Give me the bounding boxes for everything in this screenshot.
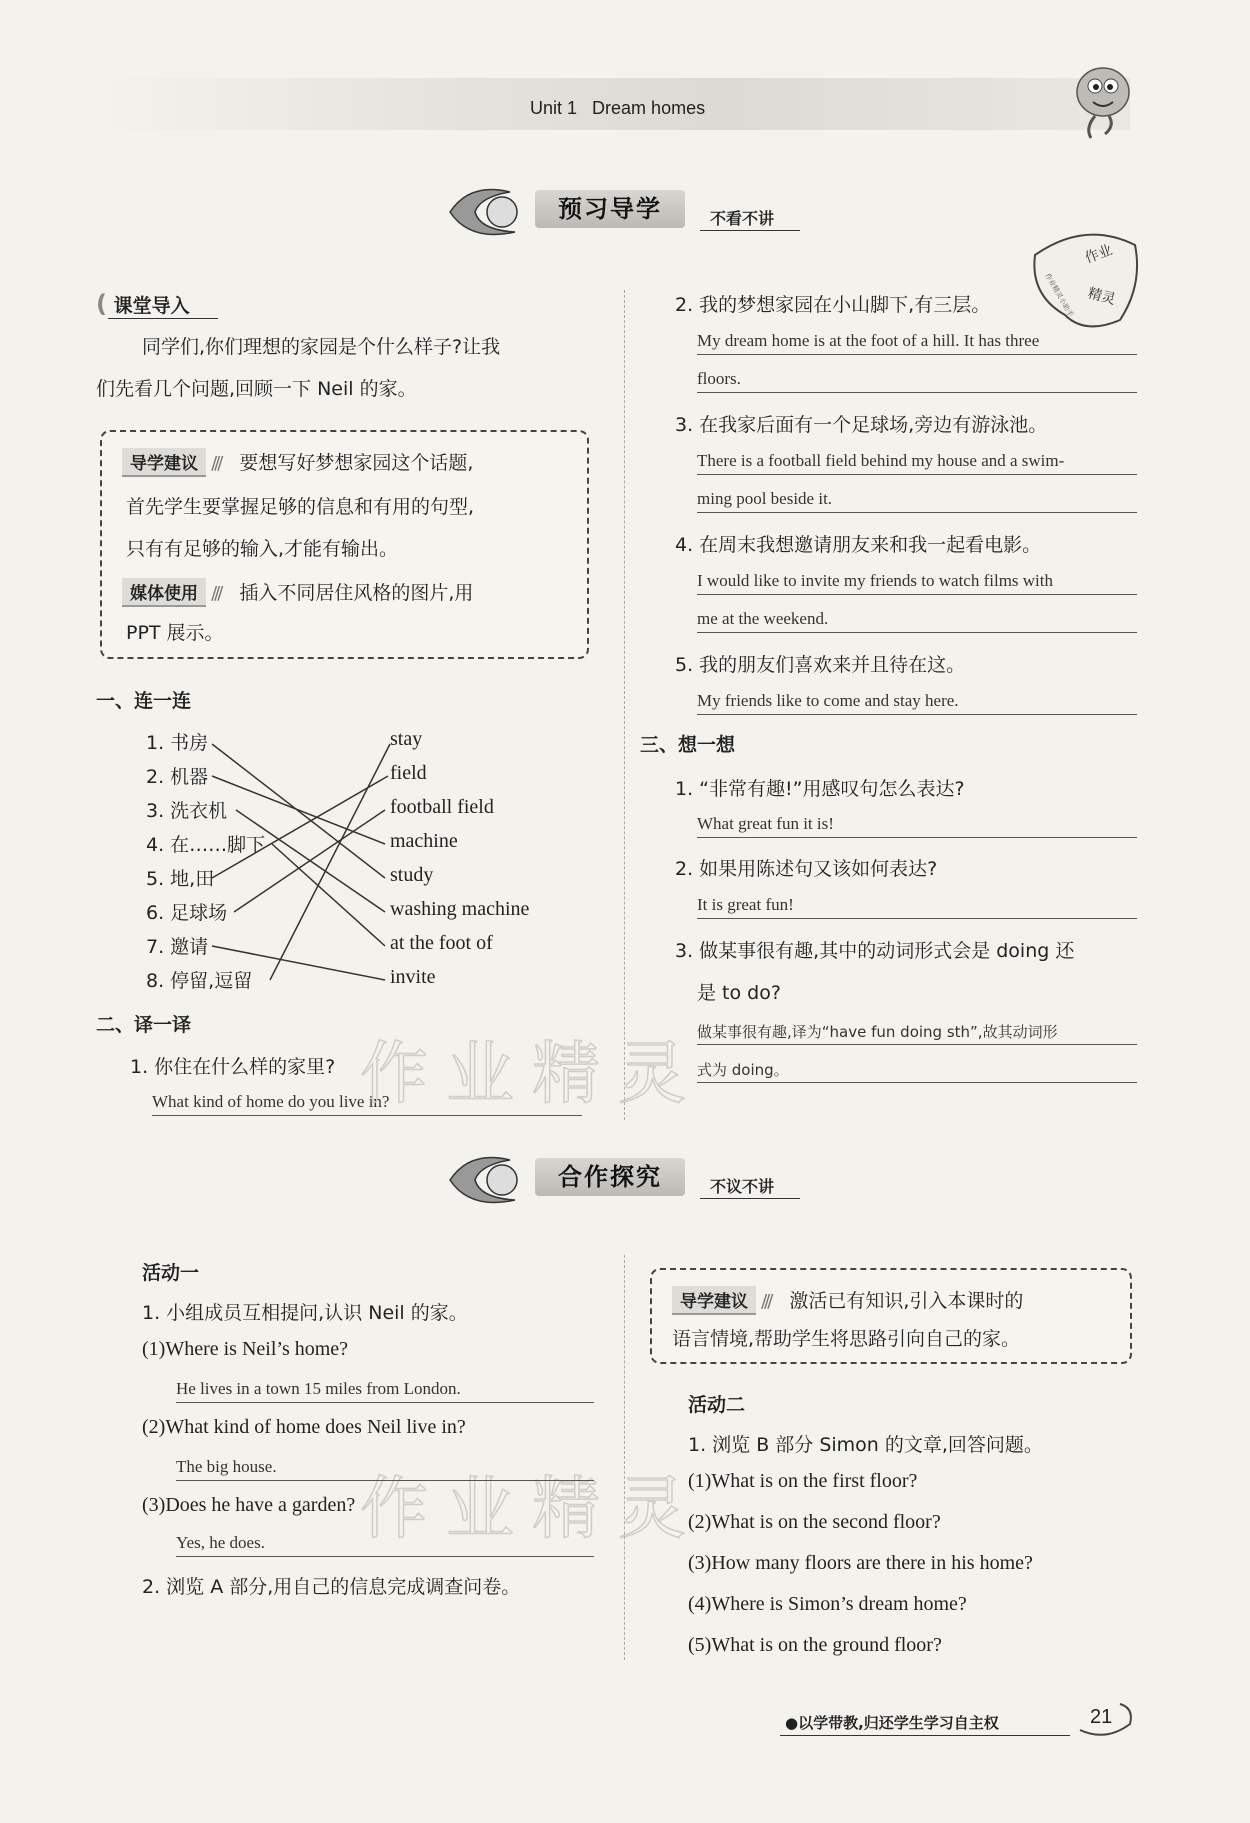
guide-text1-line1: 要想写好梦想家园这个话题, [239,452,474,474]
footer-underline [780,1735,1070,1736]
activity1-q3: (3)Does he have a garden? [142,1494,356,1516]
guide-box-2 [650,1268,1132,1364]
match-line [212,776,388,878]
banner-motto: 不议不讲 [710,1177,775,1196]
match-right-item: study [390,864,434,886]
match-left-item: 5. 地,田 [146,868,215,890]
match-left-item: 1. 书房 [146,732,209,754]
match-line [272,844,385,946]
match-left-item: 2. 机器 [146,766,209,788]
media-tag-row: 媒体使用 /// 插入不同居住风格的图片,用 [122,572,473,614]
guide2-tag: 导学建议 [672,1286,756,1315]
activity2-q: (5)What is on the ground floor? [688,1634,942,1656]
match-right-item: football field [390,796,494,818]
stamp-text1: 作业 [1082,242,1115,267]
page-number: 21 [1090,1706,1113,1728]
match-line [270,744,390,980]
match-left-item: 3. 洗衣机 [146,800,228,822]
section1-heading: 一、连一连 [96,690,192,712]
unit-title: Unit 1 Dream homes [530,98,706,118]
translate-q1: 1. 你住在什么样的家里? [130,1056,336,1078]
match-line [212,776,385,844]
guide-text1-line3: 只有有足够的输入,才能有输出。 [126,538,399,560]
translate-a3-line2: ming pool beside it. [697,482,1137,513]
guide2-line1: 激活已有知识,引入本课时的 [789,1290,1024,1312]
stamp-text3: 作业精灵小助手 [1043,272,1075,319]
lead-in-line2: 们先看几个问题,回顾一下 Neil 的家。 [96,378,417,400]
translate-a5: My friends like to come and stay here. [697,684,1137,715]
activity2-q: (3)How many floors are there in his home? [688,1552,1033,1574]
think-a3-line1: 做某事很有趣,译为“have fun doing sth”,故其动词形 [697,1014,1137,1045]
activity1-task1: 1. 小组成员互相提问,认识 Neil 的家。 [142,1302,468,1324]
guide2-line2: 语言情境,帮助学生将思路引向自己的家。 [672,1328,1021,1350]
banner-underline [700,1198,800,1199]
translate-a2-line1: My dream home is at the foot of a hill. It has three [697,324,1137,355]
think-a3-line2: 式为 doing。 [697,1052,1137,1083]
match-left-item: 8. 停留,逗留 [146,970,253,992]
match-right-item: stay [390,728,423,750]
think-q3-line2: 是 to do? [697,982,781,1004]
banner-title: 预习导学 [535,190,685,228]
watermark: 作业精灵 [360,1470,705,1549]
guide-text1-line2: 首先学生要掌握足够的信息和有用的句型, [126,496,475,518]
activity1-a1: He lives in a town 15 miles from London. [176,1372,594,1403]
column-divider [624,1255,625,1660]
swirl-icon [440,1150,550,1210]
translate-a4-line2: me at the weekend. [697,602,1137,633]
match-left-item: 6. 足球场 [146,902,228,924]
match-left-item: 4. 在……脚下 [146,834,266,856]
activity1-q1: (1)Where is Neil’s home? [142,1338,349,1360]
translate-q5: 5. 我的朋友们喜欢来并且待在这。 [675,654,966,676]
activity1-a3: Yes, he does. [176,1526,594,1557]
match-right-item: washing machine [390,898,530,920]
think-q2: 2. 如果用陈述句又该如何表达? [675,858,938,880]
guide2-tag-row: 导学建议 /// 激活已有知识,引入本课时的 [672,1280,1023,1322]
footer-slogan: ●以学带教,归还学生学习自主权 [785,1714,999,1732]
guide-tag-row: 导学建议 /// 要想写好梦想家园这个话题, [122,442,473,484]
think-a2: It is great fun! [697,888,1137,919]
match-right-item: field [390,762,427,784]
match-right-item: machine [390,830,458,852]
activity2-q: (1)What is on the first floor? [688,1470,918,1492]
match-left-item: 7. 邀请 [146,936,209,958]
watermark: 作业精灵 [360,1035,705,1114]
translate-q3: 3. 在我家后面有一个足球场,旁边有游泳池。 [675,414,1048,436]
guide-text2-line2: PPT 展示。 [126,622,224,644]
match-right-item: at the foot of [390,932,493,954]
translate-q4: 4. 在周末我想邀请朋友来和我一起看电影。 [675,534,1042,556]
activity1-q2: (2)What kind of home does Neil live in? [142,1416,466,1438]
section2-heading: 二、译一译 [96,1014,192,1036]
translate-q2: 2. 我的梦想家园在小山脚下,有三层。 [675,294,991,316]
activity1-a2: The big house. [176,1450,594,1481]
translate-a4-line1: I would like to invite my friends to watch films with [697,564,1137,595]
banner-title: 合作探究 [535,1158,685,1196]
section3-heading: 三、想一想 [640,734,736,756]
match-line [212,946,385,980]
banner-motto: 不看不讲 [710,209,775,228]
media-tag: 媒体使用 [122,578,206,607]
translate-a1: What kind of home do you live in? [152,1085,582,1116]
think-q3-line1: 3. 做某事很有趣,其中的动词形式会是 doing 还 [675,940,1075,962]
activity2-q: (2)What is on the second floor? [688,1511,941,1533]
banner-cooperate [440,1150,810,1210]
activity1-heading: 活动一 [142,1262,200,1284]
activity2-task1: 1. 浏览 B 部分 Simon 的文章,回答问题。 [688,1434,1043,1456]
translate-a3-line1: There is a football field behind my house and a swim- [697,444,1137,475]
lead-in-line1: 同学们,你们理想的家园是个什么样子?让我 [142,336,501,358]
think-q1: 1. “非常有趣!”用感叹句怎么表达? [675,778,965,800]
guide-tag: 导学建议 [122,448,206,477]
activity2-heading: 活动二 [688,1394,746,1416]
stamp-text2: 精灵 [1085,285,1118,309]
activity1-task2: 2. 浏览 A 部分,用自己的信息完成调查问卷。 [142,1576,521,1598]
activity2-q: (4)Where is Simon’s dream home? [688,1593,967,1615]
translate-a2-line2: floors. [697,362,1137,393]
lead-in-heading: ( 课堂导入 [96,290,190,318]
guide-text2-line1: 插入不同居住风格的图片,用 [239,582,474,604]
match-right-item: invite [390,966,436,988]
page-number-swirl-icon [1076,1700,1136,1740]
think-a1: What great fun it is! [697,807,1137,838]
